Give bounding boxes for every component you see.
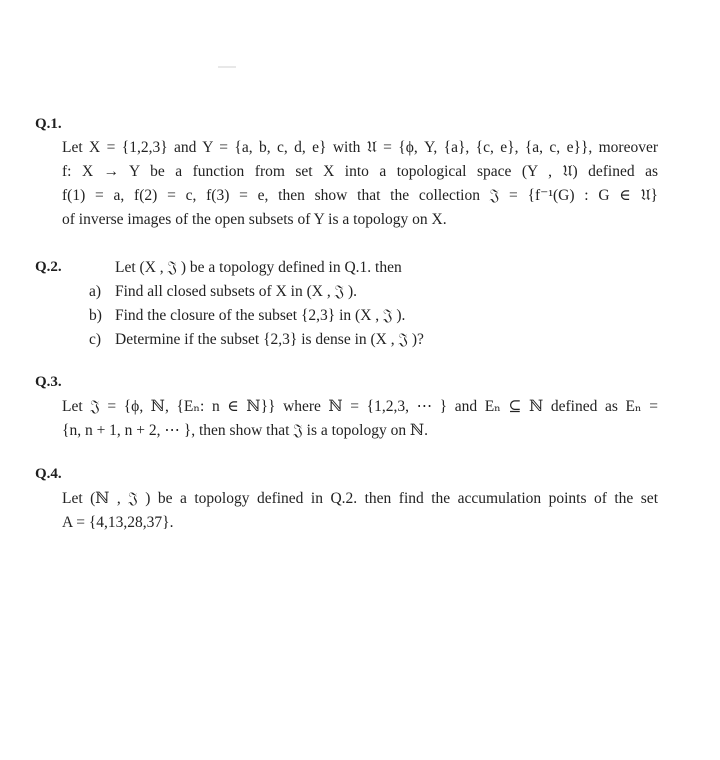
question-2-item-c: Determine if the subset {2,3} is dense in (X , 𝔍 )? <box>115 331 424 348</box>
question-4-line-2: A = {4,13,28,37}. <box>62 514 174 531</box>
question-2-item-c-marker: c) <box>89 331 102 348</box>
scan-artifact-mark <box>218 66 236 68</box>
question-1-line-1: Let X = {1,2,3} and Y = {a, b, c, d, e} with 𝔘 = {ϕ, Y, {a}, {c, e}, {a, c, e}}, moreover <box>62 139 658 156</box>
question-4-line-1: Let (ℕ , 𝔍 ) be a topology defined in Q.2. then find the accumulation points of the set <box>62 490 658 507</box>
question-1-line-3: f(1) = a, f(2) = c, f(3) = e, then show that the collection 𝔍 = {f⁻¹(G) : G ∈ 𝔘} <box>62 187 658 204</box>
question-3-line-1: Let 𝔍 = {ϕ, ℕ, {Eₙ: n ∈ ℕ}} where ℕ = {1,2,3, ⋯ } and Eₙ ⊆ ℕ defined as Eₙ = <box>62 398 658 415</box>
question-2-item-a: Find all closed subsets of X in (X , 𝔍 ). <box>115 283 357 300</box>
question-2-item-a-marker: a) <box>89 283 102 300</box>
question-2-item-b: Find the closure of the subset {2,3} in (X , 𝔍 ). <box>115 307 406 324</box>
question-1-line-2: f: X → Y be a function from set X into a topological space (Y , 𝔘) defined as <box>62 163 658 180</box>
question-2-label: Q.2. <box>35 259 62 275</box>
question-3-line-2: {n, n + 1, n + 2, ⋯ }, then show that 𝔍 is a topology on ℕ. <box>62 422 429 439</box>
question-2-intro: Let (X , 𝔍 ) be a topology defined in Q.1. then <box>115 259 402 276</box>
question-1-label: Q.1. <box>35 116 62 132</box>
question-1-line-4: of inverse images of the open subsets of Y is a topology on X. <box>62 211 447 228</box>
question-3-label: Q.3. <box>35 374 62 390</box>
question-2-item-b-marker: b) <box>89 307 102 324</box>
question-4-label: Q.4. <box>35 466 62 482</box>
